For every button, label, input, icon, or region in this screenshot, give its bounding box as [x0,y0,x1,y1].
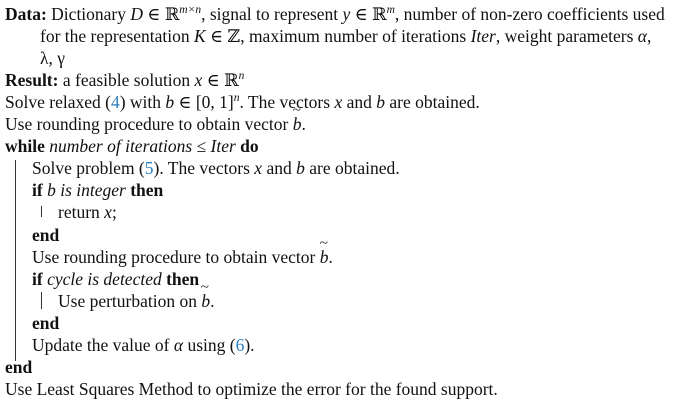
if-cycle-line [32,268,199,290]
math-var: x [104,202,112,222]
math-var: x [254,158,263,178]
text: return [58,202,105,222]
if-condition: b is integer [42,180,131,200]
text: using ( [183,335,236,355]
if-block-bar [41,292,42,309]
perturbation-line [58,290,215,312]
text: . The vectors [239,92,335,112]
math-var: b [296,158,305,178]
text: ). [244,335,255,355]
while-condition: number of iterations ≤ Iter [44,136,241,156]
keyword-do: do [240,136,259,156]
result-line [5,69,244,91]
text: ). The vectors [153,158,255,178]
data-label: Data: [5,4,47,24]
text: are obtained. [304,158,400,178]
text: Use perturbation on [58,291,202,311]
text: Solve problem ( [32,158,145,178]
text: Use rounding procedure to obtain vector [5,114,293,134]
text: , weight parameters [495,26,638,46]
text: . [328,247,333,267]
math-var: D [130,4,144,24]
text: and [342,92,377,112]
math-b-tilde: ~ b [201,290,210,312]
text: ; [111,202,117,222]
keyword-if: if [32,180,43,200]
text: ∈ ℤ, maximum number of iterations [205,26,471,46]
keyword-if: if [32,269,43,289]
data-line-2 [40,25,651,47]
text: Use rounding procedure to obtain vector [32,247,320,267]
return-line [58,201,117,223]
math-var: b [376,92,385,112]
math-var: α [173,335,184,355]
text: ) with [119,92,166,112]
end-while [5,356,32,378]
text: . [210,291,215,311]
math-var: x [194,70,203,90]
update-alpha-line [32,334,255,356]
keyword-end: end [32,225,60,245]
text: Dictionary [46,4,131,24]
keyword-while: while [5,136,45,156]
math-var: x [334,92,343,112]
text: , [646,26,652,46]
while-line [5,135,259,157]
text: , signal to represent [201,4,343,24]
end-if-1 [32,224,59,246]
keyword-then: then [166,269,200,289]
math: ∈ ℝ [202,70,239,90]
math-sup: m×n [179,4,202,16]
keyword-end: end [5,357,33,377]
data-line [5,3,665,25]
math-b-tilde: ~ b [320,246,329,268]
math: ∈ ℝ [143,4,180,24]
math-sup: m [386,4,395,16]
math-var: b [165,92,175,112]
if-block-bar [41,206,42,217]
text: , number of non-zero coefficients used [394,4,665,24]
rounding-line-2 [32,246,333,268]
keyword-then: then [130,180,164,200]
equation-ref-link[interactable]: 5 [144,158,154,178]
text: are obtained. [385,92,480,112]
while-block-bar [15,160,16,361]
solve-problem-line [32,157,400,179]
least-squares-line: Use Least Squares Method to optimize the error for the found support. [5,379,498,399]
text: . [301,114,306,134]
end-if-2 [32,312,59,334]
rounding-line [5,113,306,135]
math-var: y [342,4,351,24]
data-line-3: λ, γ [40,48,65,68]
text: a feasible solution [58,70,195,90]
math-var: α [637,26,647,46]
equation-ref-link[interactable]: 4 [110,92,120,112]
math-var: Iter [470,26,496,46]
math-b-tilde: ~ b [293,113,302,135]
text: Solve relaxed ( [5,92,111,112]
math-sup: n [233,92,240,104]
text: Update the value of [32,335,174,355]
if-integer-line [32,179,163,201]
equation-ref-link[interactable]: 6 [235,335,245,355]
math: ∈ [0, 1] [174,92,234,112]
keyword-end: end [32,313,60,333]
text: for the representation [40,26,195,46]
math-var: K [194,26,206,46]
solve-relaxed-line [5,91,480,113]
math: ∈ ℝ [350,4,387,24]
math-sup: n [238,70,245,82]
result-label: Result: [5,70,59,90]
text: and [262,158,297,178]
if-condition: cycle is detected [42,269,167,289]
